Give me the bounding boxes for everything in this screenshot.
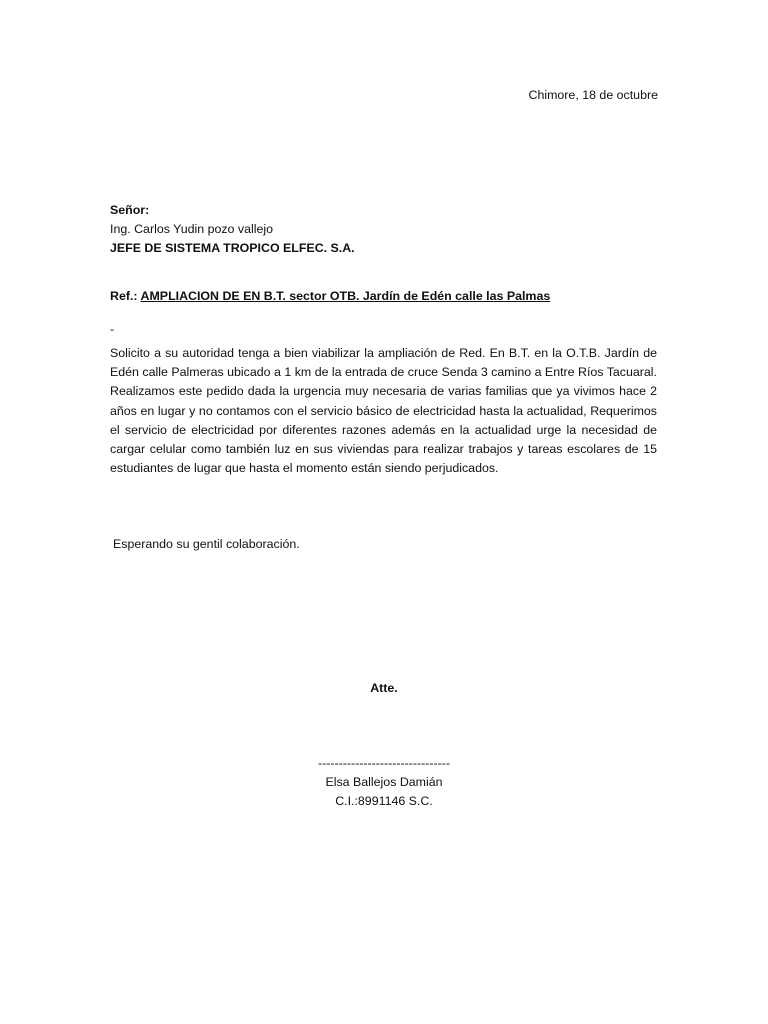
- reference-label: Ref.:: [110, 289, 138, 303]
- separator-dash: -: [110, 322, 115, 336]
- signer-id: C.I.:8991146 S.C.: [335, 794, 433, 808]
- letter-closing: Esperando su gentil colaboración.: [113, 537, 300, 551]
- recipient-position: JEFE DE SISTEMA TROPICO ELFEC. S.A.: [110, 241, 355, 255]
- signature-block: [0, 754, 768, 811]
- sign-off: [0, 679, 768, 698]
- recipient-block: [110, 201, 355, 258]
- signature-line: --------------------------------: [317, 756, 451, 770]
- reference-subject: AMPLIACION DE EN B.T. sector OTB. Jardín de Edén calle las Palmas: [140, 289, 551, 303]
- reference-line: [110, 287, 550, 306]
- signer-name: Elsa Ballejos Damián: [325, 775, 443, 789]
- letter-date: Chimore, 18 de octubre: [528, 88, 658, 102]
- recipient-name: Ing. Carlos Yudin pozo vallejo: [110, 222, 274, 236]
- recipient-salutation: Señor:: [110, 203, 150, 217]
- sign-off-text: Atte.: [370, 681, 398, 695]
- letter-body: Solicito a su autoridad tenga a bien viabilizar la ampliación de Red. En B.T. en la O.T.B. Jardín de Edén calle Palmeras ubicado a 1 km de la entrada de cruce Senda 3 camino a Entre Ríos Tacuaral. Realizamos este pedido dada la urgencia muy necesaria de varias familias que ya vivimos hace 2 años en lugar y no contamos con el servicio básico de electricidad hasta la actualidad, Requerimos el servicio de electricidad por diferentes razones además en la actualidad urge la necesidad de cargar celular como también luz en sus viviendas para realizar trabajos y tareas escolares de 15 estudiantes de lugar que hasta el momento están siendo perjudicados.: [110, 346, 657, 476]
